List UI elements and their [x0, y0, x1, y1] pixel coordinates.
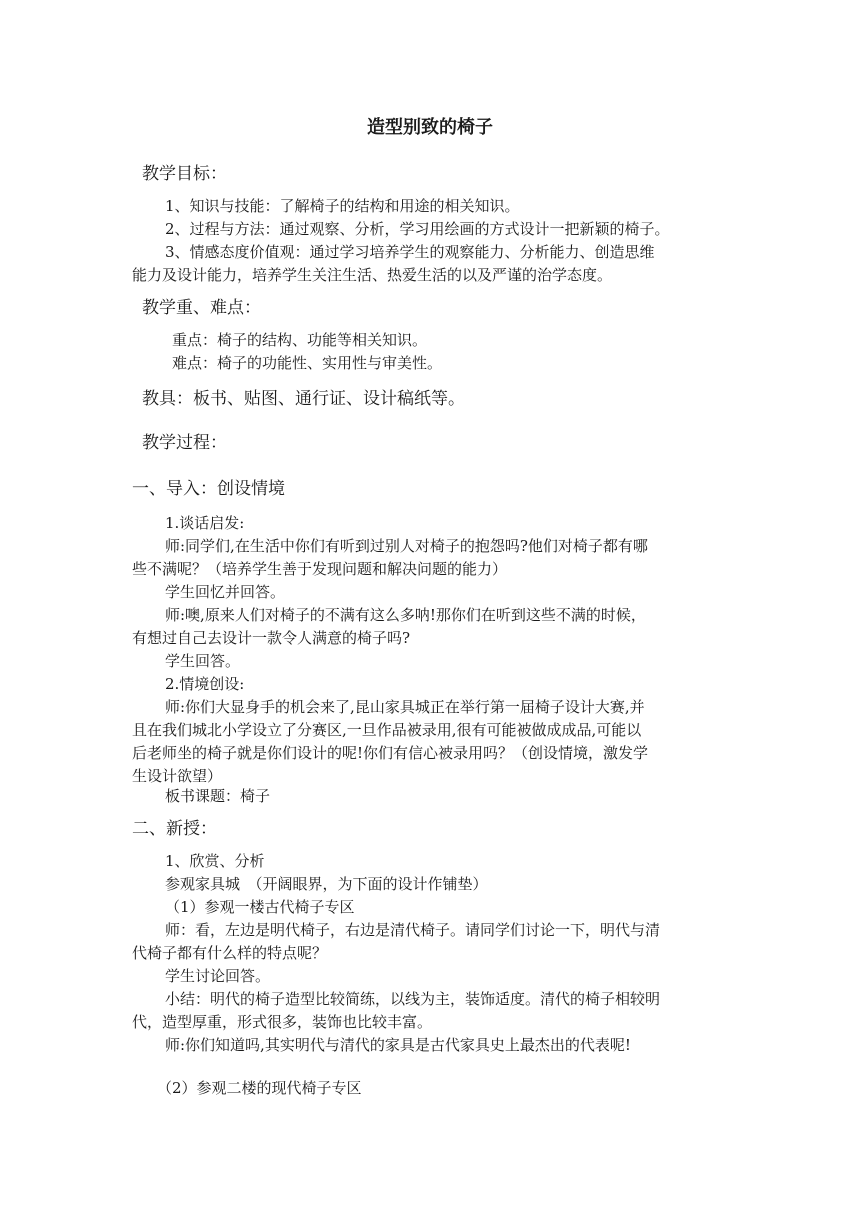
section1-line: 且在我们城北小学设立了分赛区,一旦作品被录用,很有可能被做成成品,可能以: [132, 721, 642, 739]
section2-line: 参观家具城 （开阔眼界，为下面的设计作铺垫）: [165, 875, 488, 893]
keypoint-line: 重点：椅子的结构、功能等相关知识。: [172, 331, 428, 349]
section1-line: 1.谈话启发:: [165, 514, 245, 532]
document-title: 造型别致的椅子: [367, 117, 493, 138]
section1-line: 板书课题：椅子: [165, 787, 271, 805]
section1-line: 后老师坐的椅子就是你们设计的呢!你们有信心被录用吗？（创设情境，激发学: [132, 744, 649, 762]
keypoints-heading: 教学重、难点：: [142, 298, 261, 318]
section1-line: 学生回答。: [165, 652, 241, 670]
section1-line: 2.情境创设:: [165, 675, 245, 693]
section1-line: 些不满呢？（培养学生善于发现问题和解决问题的能力）: [132, 560, 508, 578]
section1-heading: 一、导入：创设情境: [132, 479, 285, 499]
objective-line: 能力及设计能力，培养学生关注生活、热爱生活的以及严谨的治学态度。: [132, 266, 613, 284]
keypoint-line: 难点：椅子的功能性、实用性与审美性。: [172, 354, 443, 372]
section1-line: 师:噢,原来人们对椅子的不满有这么多呐!那你们在听到这些不满的时候，: [165, 606, 646, 624]
tools-line: 教具：板书、贴图、通行证、设计稿纸等。: [142, 389, 465, 409]
objectives-heading: 教学目标：: [142, 164, 227, 184]
objective-line: 1、知识与技能：了解椅子的结构和用途的相关知识。: [165, 197, 520, 215]
section2-line: 代椅子都有什么样的特点呢？: [132, 944, 328, 962]
section2-line: 学生讨论回答。: [165, 967, 271, 985]
section2-line: （2）参观二楼的现代椅子专区: [157, 1079, 362, 1097]
section1-line: 有想过自己去设计一款令人满意的椅子吗?: [132, 629, 411, 647]
section1-line: 生设计欲望）: [132, 767, 223, 785]
section2-line: （1）参观一楼古代椅子专区: [165, 898, 355, 916]
section2-line: 师：看，左边是明代椅子，右边是清代椅子。请同学们讨论一下，明代与清: [165, 921, 661, 939]
section1-line: 师:你们大显身手的机会来了,昆山家具城正在举行第一届椅子设计大赛,并: [165, 698, 645, 716]
process-heading: 教学过程：: [142, 433, 227, 453]
objective-line: 2、过程与方法：通过观察、分析，学习用绘画的方式设计一把新颖的椅子。: [165, 220, 670, 238]
section1-line: 师:同学们,在生活中你们有听到过别人对椅子的抱怨吗?他们对椅子都有哪: [165, 537, 648, 555]
section1-line: 学生回忆并回答。: [165, 583, 286, 601]
section2-line: 小结：明代的椅子造型比较简练，以线为主，装饰适度。清代的椅子相较明: [165, 990, 661, 1008]
section2-line: 1、欣赏、分析: [165, 852, 265, 870]
section2-line: 师:你们知道吗,其实明代与清代的家具是古代家具史上最杰出的代表呢!: [165, 1036, 631, 1054]
section2-heading: 二、新授：: [132, 819, 217, 839]
objective-line: 3、情感态度价值观：通过学习培养学生的观察能力、分析能力、创造思维: [165, 243, 655, 261]
section2-line: 代，造型厚重，形式很多，装饰也比较丰富。: [132, 1013, 433, 1031]
